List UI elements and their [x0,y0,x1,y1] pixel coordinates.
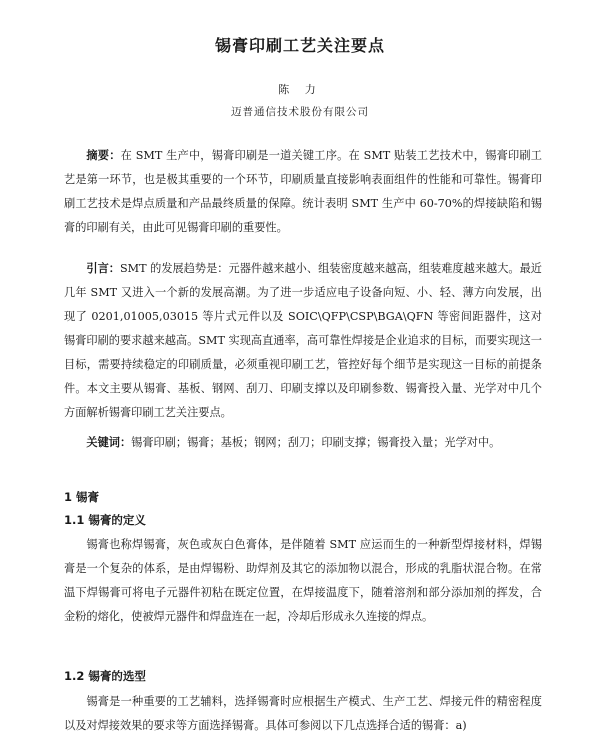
intro-label: 引言： [86,262,120,275]
abstract-label: 摘要： [86,149,121,162]
author-name: 陈 力 [278,83,322,96]
paper-title: 锡膏印刷工艺关注要点 [214,36,385,55]
keywords-text: 锡膏印刷；锡膏；基板；钢网；刮刀；印刷支撑；锡膏投入量；光学对中。 [131,436,501,449]
section-1-2-paragraph: 锡膏是一种重要的工艺辅料，选择锡膏时应根据生产模式、生产工艺、焊接元件的精密程度以及对焊接效果的要求等方面选择锡膏。具体可参阅以下几点选择合适的锡膏：a) [64,695,542,732]
intro-text: SMT 的发展趋势是：元器件越来越小、组装密度越来越高，组装难度越来越大。最近几年 SMT 又进入一个新的发展高潮。为了进一步适应电子设备向短、小、轻、薄方向发展，出现了 0201,01005,03015 等片式元件以及 SOIC\QFP\CSP\BGA\QFN 等密间距器件，这对锡膏印刷的要求越来越高。SMT 实现高直通率，高可靠性焊接是企业追求的目标，而要实现这一目标，需要持续稳定的印刷质量，必须重视印刷工艺，管控好每个细节是实现这一目标的前提条件。本文主要从锡膏、基板、钢网、刮刀、印刷支撑以及印刷参数、锡膏投入量、光学对中几个方面解析锡膏印刷工艺关注要点。 [64,262,542,419]
section-1-1-paragraph: 锡膏也称焊锡膏，灰色或灰白色膏体，是伴随着 SMT 应运而生的一种新型焊接材料，焊锡膏是一个复杂的体系，是由焊锡粉、助焊剂及其它的添加物以混合，形成的乳脂状混合物。在常温下焊锡膏可将电子元器件初粘在既定位置，在焊接温度下，随着溶剂和部分添加剂的挥发，合金粉的熔化，使被焊元器件和焊盘连在一起，冷却后形成永久连接的焊点。 [64,538,542,623]
keywords-paragraph [64,431,542,455]
section-heading-1-1: 1.1 锡膏的定义 [64,513,146,527]
keywords-label: 关键词： [86,436,132,449]
author-affiliation: 迈普通信技术股份有限公司 [231,106,369,118]
intro-paragraph [64,257,542,425]
abstract-paragraph [64,144,542,240]
abstract-text: 在 SMT 生产中，锡膏印刷是一道关键工序。在 SMT 贴装工艺技术中，锡膏印刷工艺是第一环节，也是极其重要的一个环节，印刷质量直接影响表面组件的性能和可靠性。锡膏印刷工艺技术是焊点质量和产品最终质量的保障。统计表明 SMT 生产中 60-70%的焊接缺陷和锡膏的印刷有关，由此可见锡膏印刷的重要性。 [64,149,542,234]
section-heading-1-2: 1.2 锡膏的选型 [64,669,146,683]
section-heading-1: 1 锡膏 [64,490,100,504]
